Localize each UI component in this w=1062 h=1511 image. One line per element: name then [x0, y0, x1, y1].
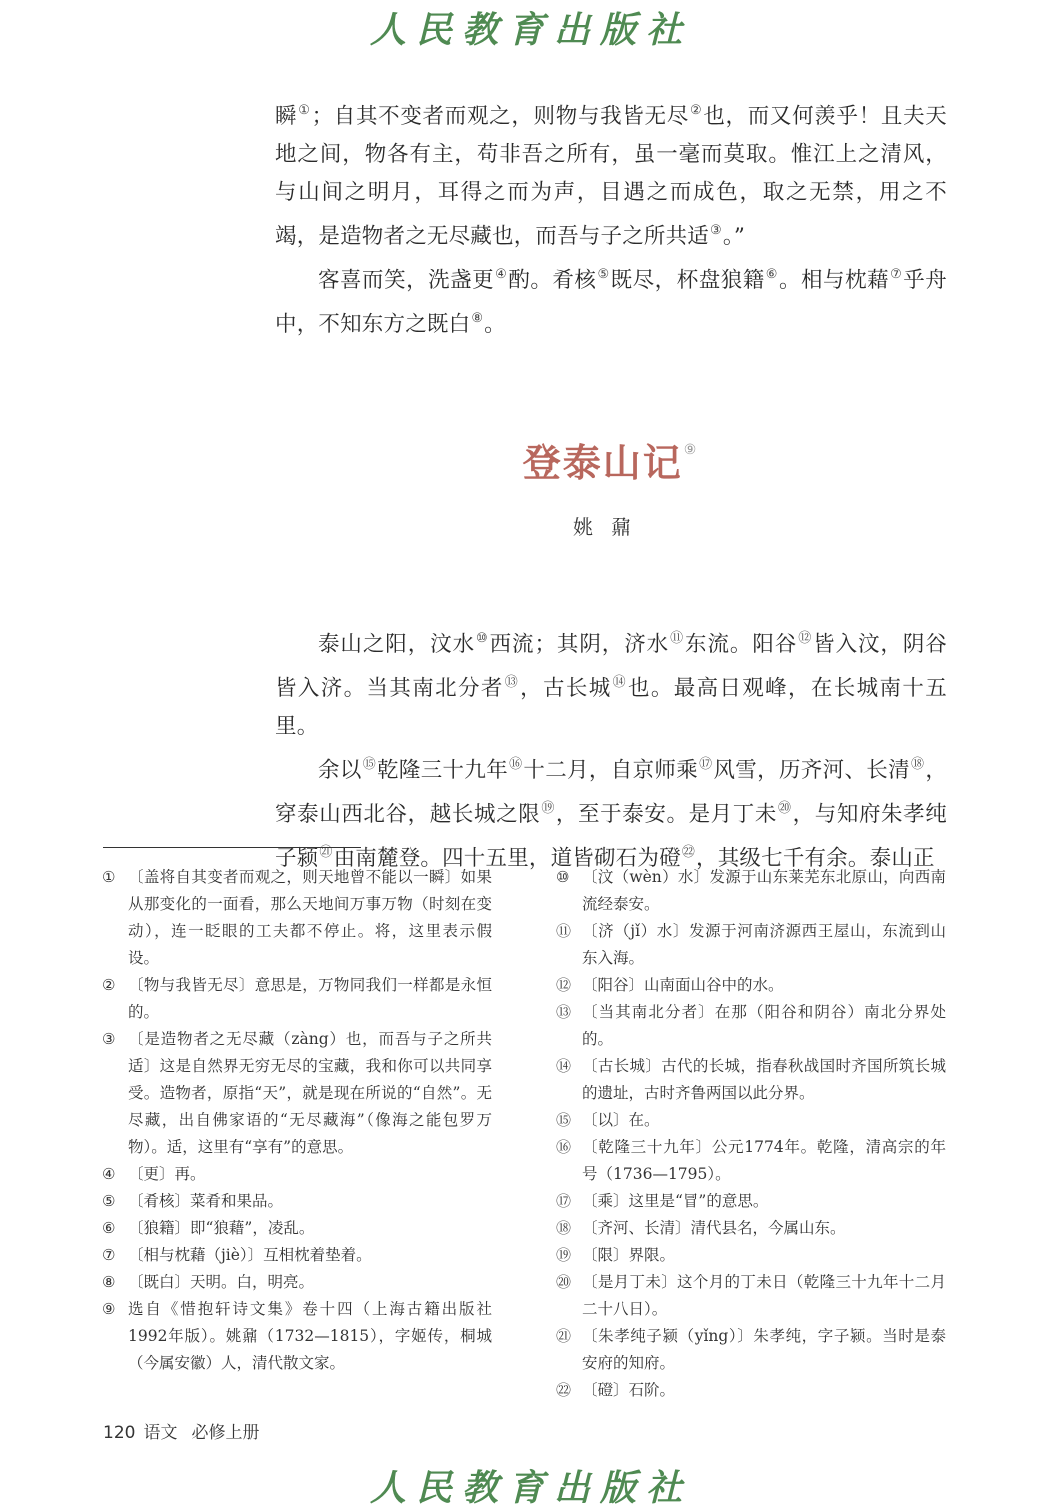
- footnote-number: ③: [102, 1030, 116, 1048]
- note-marker: ⑮: [362, 757, 377, 772]
- footnotes-left-column: [102, 864, 492, 1377]
- footnote-text: 〔盖将自其变者而观之，则天地曾不能以一瞬〕如果从那变化的一面看，那么天地间万事万物（时刻在变动），连一眨眼的工夫都不停止。将，这里表示假设。: [128, 868, 492, 967]
- footnote-text: 〔磴〕石阶。: [582, 1381, 676, 1399]
- text-run: 东流。阳谷: [685, 632, 798, 657]
- footnote-text: 〔齐河、长清〕清代县名，今属山东。: [582, 1219, 846, 1237]
- text-run: 皆入汶，阴谷皆入济。当其南北分者: [275, 632, 948, 701]
- footnote-number: ⑩: [556, 868, 570, 886]
- text-run: 也。最高日观峰，在长城南十五里。: [275, 676, 947, 739]
- footnote: [556, 1215, 946, 1242]
- footnote: [556, 1377, 946, 1404]
- footnote-text: 〔是造物者之无尽藏（zàng）也，而吾与子之所共适〕这是自然界无穷无尽的宝藏，我和你可以共同享受。造物者，原指“天”，就是现在所说的“自然”。无尽藏，出自佛家语的“无尽藏海”（像海之能包罗万物）。适，这里有“享有”的意思。: [128, 1030, 492, 1156]
- text-run: 乎舟中，不知东方之既白: [275, 268, 948, 337]
- note-marker: ⑧: [471, 311, 484, 326]
- footnote-text: 〔当其南北分者〕在那（阳谷和阴谷）南北分界处的。: [582, 1003, 946, 1048]
- footnote-number: ⑧: [102, 1273, 116, 1291]
- note-marker: ⑩: [476, 631, 489, 646]
- note-marker: ⑯: [509, 757, 523, 772]
- footnote-text: 〔济（jǐ）水〕发源于河南济源西王屋山，东流到山东入海。: [582, 922, 946, 967]
- footnote-text: 〔阳谷〕山南面山谷中的水。: [582, 976, 784, 994]
- footnote-text: 〔既白〕天明。白，明亮。: [128, 1273, 315, 1291]
- footnote-number: ④: [102, 1165, 116, 1183]
- page-footer: [103, 1418, 259, 1443]
- note-marker: ⑫: [798, 631, 813, 646]
- essay-title: [0, 432, 1062, 487]
- text-run: ，穿泰山西北谷，越长城之限: [275, 758, 948, 827]
- note-marker: ⑪: [670, 631, 685, 646]
- note-marker: ⑱: [910, 757, 925, 772]
- essay-title-text: 登泰山记: [522, 440, 683, 485]
- text-run: 客喜而笑，洗盏更: [318, 268, 495, 293]
- note-marker: ⑲: [541, 801, 555, 816]
- footnote: [556, 1134, 946, 1188]
- title-note-marker: ⑨: [683, 442, 699, 458]
- text-run: 既尽，杯盘狼籍: [610, 268, 765, 293]
- text-run: 酌。肴核: [508, 268, 597, 293]
- note-marker: ⑬: [504, 675, 520, 690]
- footnote-number: ⑫: [556, 976, 572, 994]
- publisher-watermark-bottom: 人民教育出版社: [369, 1467, 692, 1509]
- footnote: [102, 1215, 492, 1242]
- footnote: [102, 864, 492, 972]
- text-run: 。相与枕藉: [778, 268, 890, 293]
- footnote-text: 选自《惜抱轩诗文集》卷十四（上海古籍出版社1992年版）。姚鼐（1732—1815），字姬传，桐城（今属安徽）人，清代散文家。: [128, 1300, 492, 1372]
- note-marker: ③: [710, 223, 722, 238]
- text-run: ，至于泰安。是月丁未: [555, 802, 778, 827]
- note-marker: ㉑: [319, 845, 333, 860]
- footnote-number: ①: [102, 868, 116, 886]
- footnote: [102, 1269, 492, 1296]
- footnote: [556, 1053, 946, 1107]
- footnote-text: 〔古长城〕古代的长城，指春秋战国时齐国所筑长城的遗址，古时齐鲁两国以此分界。: [582, 1057, 946, 1102]
- text-run: 瞬: [275, 104, 298, 129]
- note-marker: ㉒: [681, 845, 696, 860]
- footnote-number: ②: [102, 976, 116, 994]
- footnote-text: 〔相与枕藉（jiè）〕互相枕着垫着。: [128, 1246, 372, 1264]
- footnote-number: ⑪: [556, 922, 572, 940]
- footnote-number: ⑲: [556, 1246, 572, 1264]
- footnote-text: 〔是月丁未〕这个月的丁未日（乾隆三十九年十二月二十八日）。: [582, 1273, 946, 1318]
- footnote: [102, 972, 492, 1026]
- footnote-number: ⑨: [102, 1300, 116, 1318]
- footer-subject: 语文: [143, 1423, 178, 1443]
- footnote-number: ⑬: [556, 1003, 572, 1021]
- footnote-number: ⑭: [556, 1057, 572, 1075]
- text-run: ，古长城: [520, 676, 612, 701]
- text-run: 十二月，自京师乘: [523, 758, 699, 783]
- footnote-text: 〔乘〕这里是“冒”的意思。: [582, 1192, 769, 1210]
- note-marker: ⑦: [890, 267, 903, 282]
- footnote: [556, 918, 946, 972]
- text-run: 也，而又何羡乎！且夫天地之间，物各有主，苟非吾之所有，虽一毫而莫取。惟江上之清风，与山间之明月，耳得之而为声，目遇之而成色，取之无禁，用之不竭，是造物者之无尽藏也，而吾与子之所共适: [275, 104, 948, 249]
- footnote: [556, 1242, 946, 1269]
- note-marker: ⑳: [778, 801, 792, 816]
- note-marker: ④: [495, 267, 508, 282]
- footnote-text: 〔限〕界限。: [582, 1246, 676, 1264]
- footnote-text: 〔乾隆三十九年〕公元1774年。乾隆，清高宗的年号（1736—1795）。: [582, 1138, 946, 1183]
- text-run: 。: [484, 312, 506, 337]
- footnote-text: 〔更〕再。: [128, 1165, 206, 1183]
- footnote: [102, 1161, 492, 1188]
- text-run: ，其级七千有余。泰山正: [696, 846, 935, 871]
- footer-volume: 必修上册: [191, 1423, 260, 1443]
- essay-author: 姚鼐: [573, 515, 649, 539]
- passage2-paragraph-1: [275, 620, 947, 746]
- footnote: [556, 1269, 946, 1323]
- note-marker: ②: [689, 103, 703, 118]
- text-run: 。”: [722, 224, 746, 249]
- footnote: [102, 1296, 492, 1377]
- footnote-number: ⑳: [556, 1273, 572, 1291]
- page-number: 120: [103, 1423, 136, 1443]
- footnote: [556, 864, 946, 918]
- footnote-text: 〔朱孝纯子颍（yǐng）〕朱孝纯，字子颍。当时是泰安府的知府。: [582, 1327, 946, 1372]
- footnote-number: ⑤: [102, 1192, 116, 1210]
- footnote: [556, 1188, 946, 1215]
- note-marker: ①: [298, 103, 311, 118]
- text-run: 西流；其阴，济水: [489, 632, 670, 657]
- footnote: [556, 1107, 946, 1134]
- footnote: [102, 1188, 492, 1215]
- passage1-paragraph-1: [275, 92, 947, 256]
- footnote: [102, 1242, 492, 1269]
- text-run: ，与知府朱孝纯子颍: [275, 802, 947, 871]
- footnote-number: ⑥: [102, 1219, 116, 1237]
- footnote-number: ⑯: [556, 1138, 572, 1156]
- footnote-number: ⑦: [102, 1246, 116, 1264]
- text-run: ；自其不变者而观之，则物与我皆无尽: [311, 104, 689, 129]
- passage2-paragraph-2: [275, 746, 947, 878]
- footnote-divider: [103, 847, 361, 848]
- note-marker: ⑥: [765, 267, 778, 282]
- text-run: 风雪，历齐河、长清: [713, 758, 910, 783]
- passage-continuation: [275, 92, 947, 344]
- footnote: [556, 972, 946, 999]
- note-marker: ⑰: [699, 757, 713, 772]
- text-run: 乾隆三十九年: [377, 758, 509, 783]
- footnote-number: ㉒: [556, 1381, 572, 1399]
- footnotes-right-column: [556, 864, 946, 1404]
- passage1-paragraph-2: [275, 256, 947, 344]
- text-run: 泰山之阳，汶水: [318, 632, 476, 657]
- footnote: [556, 1323, 946, 1377]
- note-marker: ⑤: [597, 267, 610, 282]
- footnote-text: 〔狼籍〕即“狼藉”，凌乱。: [128, 1219, 315, 1237]
- footnote-text: 〔肴核〕菜肴和果品。: [128, 1192, 284, 1210]
- text-run: 余以: [318, 758, 362, 783]
- footnote-number: ⑱: [556, 1219, 572, 1237]
- footnote-text: 〔汶（wèn）水〕发源于山东莱芜东北原山，向西南流经泰安。: [582, 868, 946, 913]
- footnote-number: ⑰: [556, 1192, 572, 1210]
- footnote-text: 〔物与我皆无尽〕意思是，万物同我们一样都是永恒的。: [128, 976, 492, 1021]
- text-run: 由南麓登。四十五里，道皆砌石为磴: [333, 846, 681, 871]
- footnote-number: ㉑: [556, 1327, 572, 1345]
- publisher-watermark-top: 人民教育出版社: [369, 9, 692, 51]
- footnote: [102, 1026, 492, 1161]
- footnote: [556, 999, 946, 1053]
- essay-body: [275, 620, 947, 878]
- note-marker: ⑭: [612, 675, 627, 690]
- footnote-text: 〔以〕在。: [582, 1111, 660, 1129]
- footnote-number: ⑮: [556, 1111, 572, 1129]
